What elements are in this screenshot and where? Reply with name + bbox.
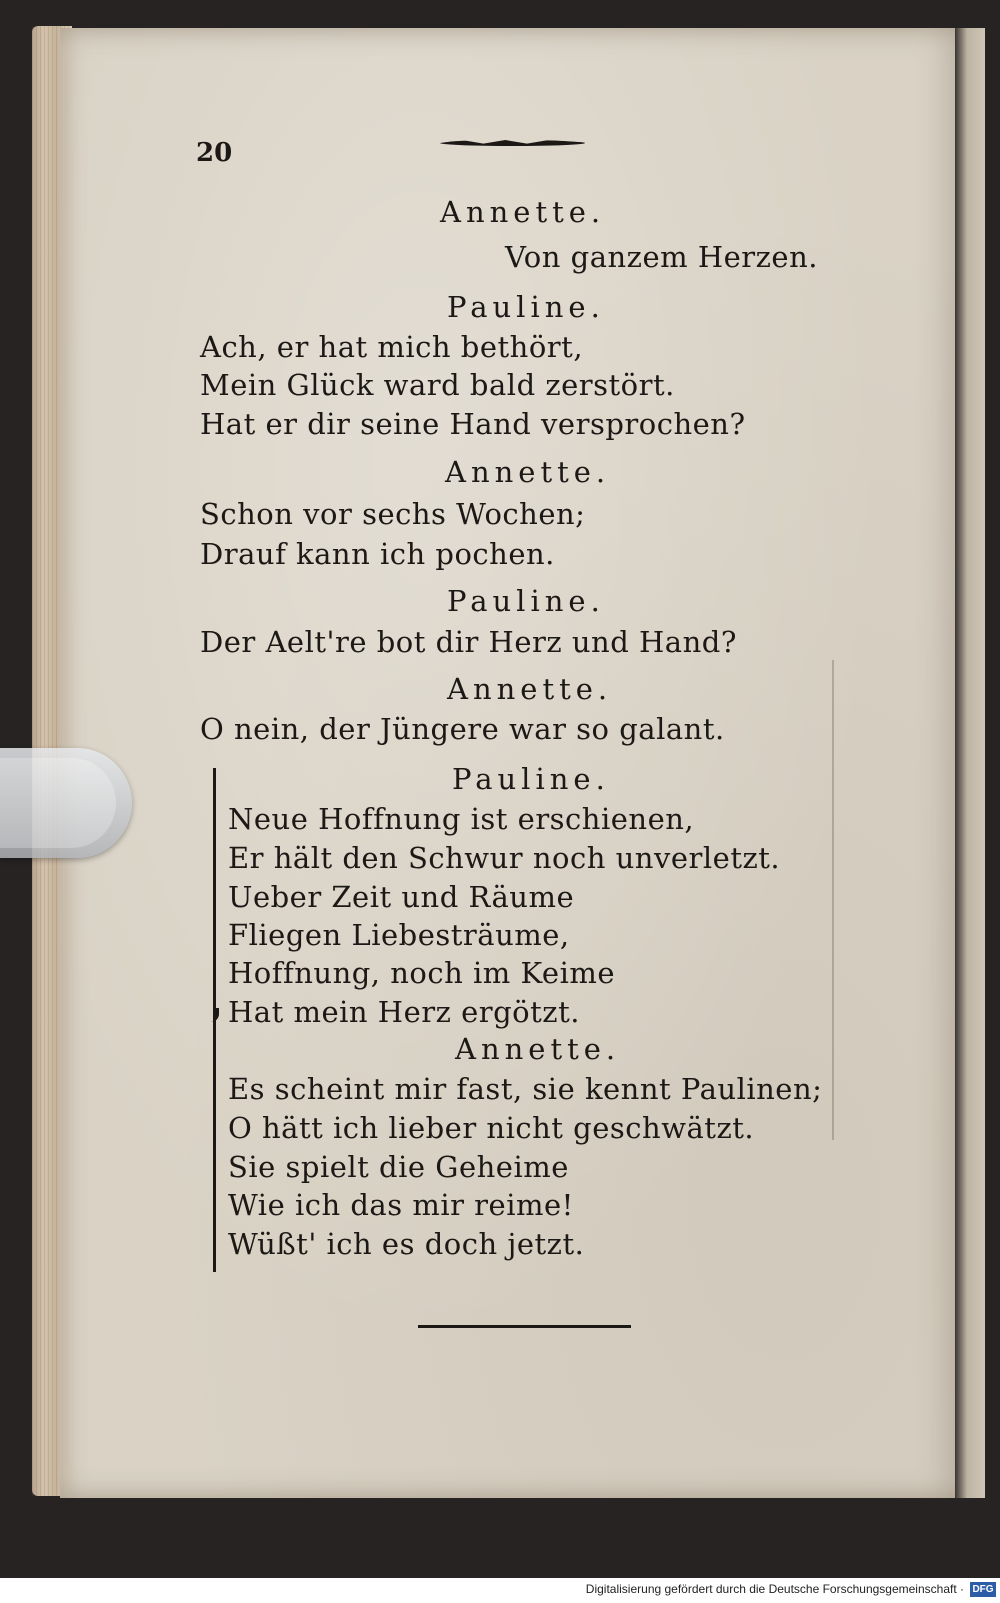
page-number: 20 xyxy=(196,138,233,168)
speaker-name: Pauline. xyxy=(447,290,605,324)
speaker-name: Annette. xyxy=(455,1032,621,1066)
verse-line: Sie spielt die Geheime xyxy=(228,1150,569,1184)
verse-line: Hoffnung, noch im Keime xyxy=(228,956,615,990)
funding-credit: Digitalisierung gefördert durch die Deutsche Forschungsgemeinschaft · xyxy=(585,1582,964,1596)
verse-line: Fliegen Liebesträume, xyxy=(228,918,570,952)
verse-line: Ach, er hat mich bethört, xyxy=(200,330,584,364)
verse-line: Wie ich das mir reime! xyxy=(228,1188,574,1222)
page-clip xyxy=(0,748,132,858)
verse-line: Hat mein Herz ergötzt. xyxy=(228,995,580,1029)
verse-line: Hat er dir seine Hand versprochen? xyxy=(200,407,746,441)
verse-line: Drauf kann ich pochen. xyxy=(200,537,555,571)
verse-line: Ueber Zeit und Räume xyxy=(228,880,575,914)
verse-line: Von ganzem Herzen. xyxy=(505,240,818,274)
speaker-name: Pauline. xyxy=(452,762,610,796)
verse-line: O hätt ich lieber nicht geschwätzt. xyxy=(228,1111,755,1145)
verse-line: Er hält den Schwur noch unverletzt. xyxy=(228,841,781,875)
closing-rule xyxy=(418,1325,631,1328)
dfg-logo: DFG xyxy=(970,1582,996,1597)
verse-line: Der Aelt're bot dir Herz und Hand? xyxy=(200,625,737,659)
speaker-name: Annette. xyxy=(440,195,606,229)
facing-page-edge xyxy=(955,28,985,1498)
verse-line: O nein, der Jüngere war so galant. xyxy=(200,712,725,746)
verse-line: Schon vor sechs Wochen; xyxy=(200,497,586,531)
verse-line: Mein Glück ward bald zerstört. xyxy=(200,368,675,402)
speaker-name: Pauline. xyxy=(447,584,605,618)
speaker-name: Annette. xyxy=(445,455,611,489)
verse-line: Neue Hoffnung ist erschienen, xyxy=(228,802,695,836)
verse-line: Wüßt' ich es doch jetzt. xyxy=(228,1227,585,1261)
speaker-name: Annette. xyxy=(447,672,613,706)
bleed-through-bracket xyxy=(832,660,842,1140)
verse-line: Es scheint mir fast, sie kennt Paulinen; xyxy=(228,1072,823,1106)
